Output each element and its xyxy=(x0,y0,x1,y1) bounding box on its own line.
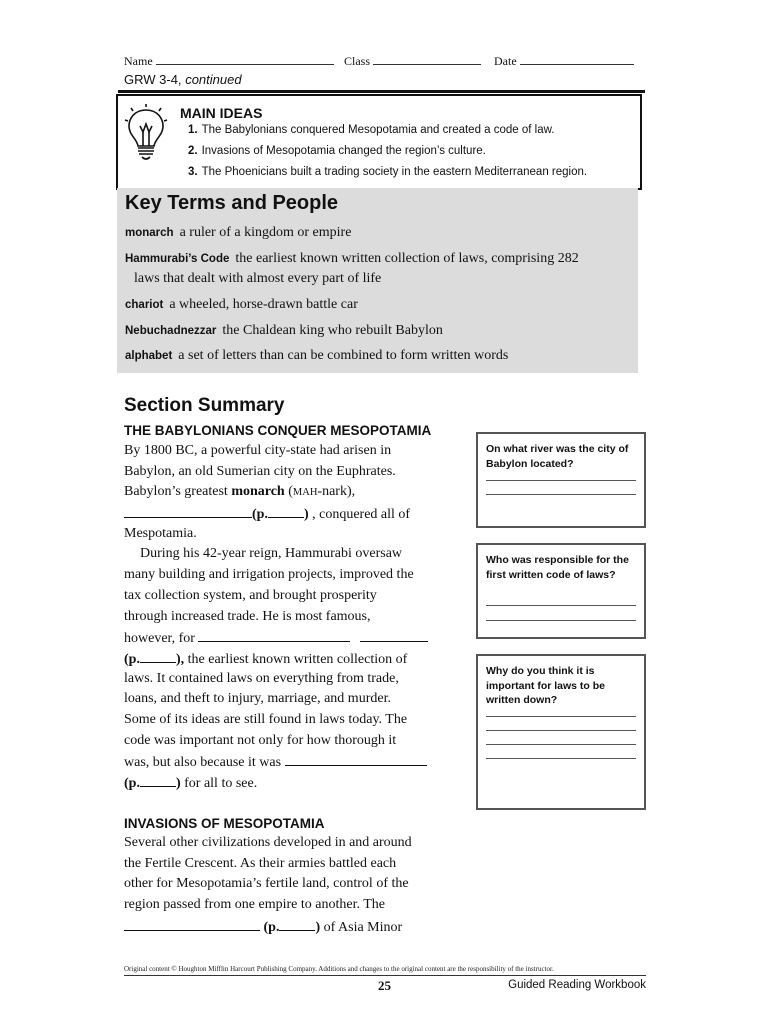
footer-rule xyxy=(124,975,646,976)
date-label: Date xyxy=(494,54,517,68)
answer-line[interactable] xyxy=(486,744,636,745)
answer-line[interactable] xyxy=(486,480,636,481)
blank-written-down[interactable] xyxy=(285,751,427,766)
question-2-text: Who was responsible for the first written code of laws? xyxy=(486,554,629,581)
answer-line[interactable] xyxy=(486,730,636,731)
blank-page-3[interactable] xyxy=(140,772,176,787)
key-terms-panel xyxy=(117,188,638,373)
section-summary-title: Section Summary xyxy=(124,395,285,416)
answer-line[interactable] xyxy=(486,620,636,621)
answer-line[interactable] xyxy=(486,494,636,495)
name-label: Name xyxy=(124,54,153,68)
blank-page-1[interactable] xyxy=(268,503,304,518)
question-3-text: Why do you think it is important for laws to be written down? xyxy=(486,665,606,706)
answer-line[interactable] xyxy=(486,716,636,717)
blank-hammurabis-code[interactable] xyxy=(198,627,350,642)
blank-page-4[interactable] xyxy=(279,916,315,931)
class-field[interactable] xyxy=(373,53,481,65)
invasions-paragraph: Several other civilizations developed in and around the Fertile Crescent. As their armies battled each other for Mesopotamia’s fertile land, control of the region passed from one empire to another. The (p. ) of Asia Minor xyxy=(124,835,412,935)
key-terms-title: Key Terms and People xyxy=(125,192,339,214)
header-rule xyxy=(118,90,645,93)
question-1-text: On what river was the city of Babylon located? xyxy=(486,443,629,470)
invasions-heading: INVASIONS OF MESOPOTAMIA xyxy=(124,816,325,831)
main-idea-1: 1. The Babylonians conquered Mesopotamia and created a code of law. xyxy=(188,124,555,136)
date-field[interactable] xyxy=(520,53,634,65)
answer-line[interactable] xyxy=(486,605,636,606)
blank-page-2[interactable] xyxy=(140,648,176,663)
term-monarch: monarch a ruler of a kingdom or empire xyxy=(125,225,352,240)
blank-monarch[interactable] xyxy=(124,503,252,518)
blank-hammurabis-code-2[interactable] xyxy=(360,627,428,642)
section-id: GRW 3-4, xyxy=(124,72,182,87)
main-ideas-box xyxy=(116,94,642,190)
section-label xyxy=(124,72,242,87)
babylonians-heading: THE BABYLONIANS CONQUER MESOPOTAMIA xyxy=(124,423,432,438)
student-info-line xyxy=(124,53,646,69)
copyright-notice: Original content © Houghton Mifflin Harcourt Publishing Company. Additions and changes to the original content are the responsibility of the instructor. xyxy=(124,965,554,973)
blank-hittites[interactable] xyxy=(124,916,260,931)
main-ideas-title: MAIN IDEAS xyxy=(180,105,263,121)
term-nebuchadnezzar: Nebuchadnezzar the Chaldean king who rebuilt Babylon xyxy=(125,323,443,338)
term-chariot: chariot a wheeled, horse-drawn battle car xyxy=(125,297,358,312)
workbook-title: Guided Reading Workbook xyxy=(508,979,646,991)
question-box-3 xyxy=(476,654,646,810)
term-hammurabis-code: Hammurabi’s Code the earliest known written collection of laws, comprising 282 laws that dealt with almost every part of life xyxy=(125,251,579,286)
continued-label: continued xyxy=(185,72,242,87)
term-alphabet: alphabet a set of letters than can be combined to form written words xyxy=(125,348,509,363)
babylonians-paragraph: By 1800 BC, a powerful city-state had arisen in Babylon, an old Sumerian city on the Euphrates. Babylon’s greatest monarch (MAH-nark), (p. ) , conquered all of Mespotamia. During his 42-year reign, Hammurabi oversaw many building and irrigation projects, improved the tax collection system, and brought prosperity through increased trade. He is most famous, however, for (p. ), the earliest known written collection of laws. It contained laws on everything from trade, loans, and theft to injury, marriage, and murder. Some of its ideas are still found in laws today. The code was important not only for how thorough it was, but also because it was (p. ) for all to see. xyxy=(124,441,454,793)
answer-line[interactable] xyxy=(486,758,636,759)
lightbulb-icon xyxy=(124,104,168,162)
class-label: Class xyxy=(344,54,371,68)
question-box-2 xyxy=(476,543,646,639)
main-idea-2: 2. Invasions of Mesopotamia changed the region’s culture. xyxy=(188,145,486,157)
name-field[interactable] xyxy=(156,53,334,65)
main-idea-3: 3. The Phoenicians built a trading society in the eastern Mediterranean region. xyxy=(188,166,588,178)
page-number: 25 xyxy=(378,978,391,993)
question-box-1 xyxy=(476,432,646,528)
